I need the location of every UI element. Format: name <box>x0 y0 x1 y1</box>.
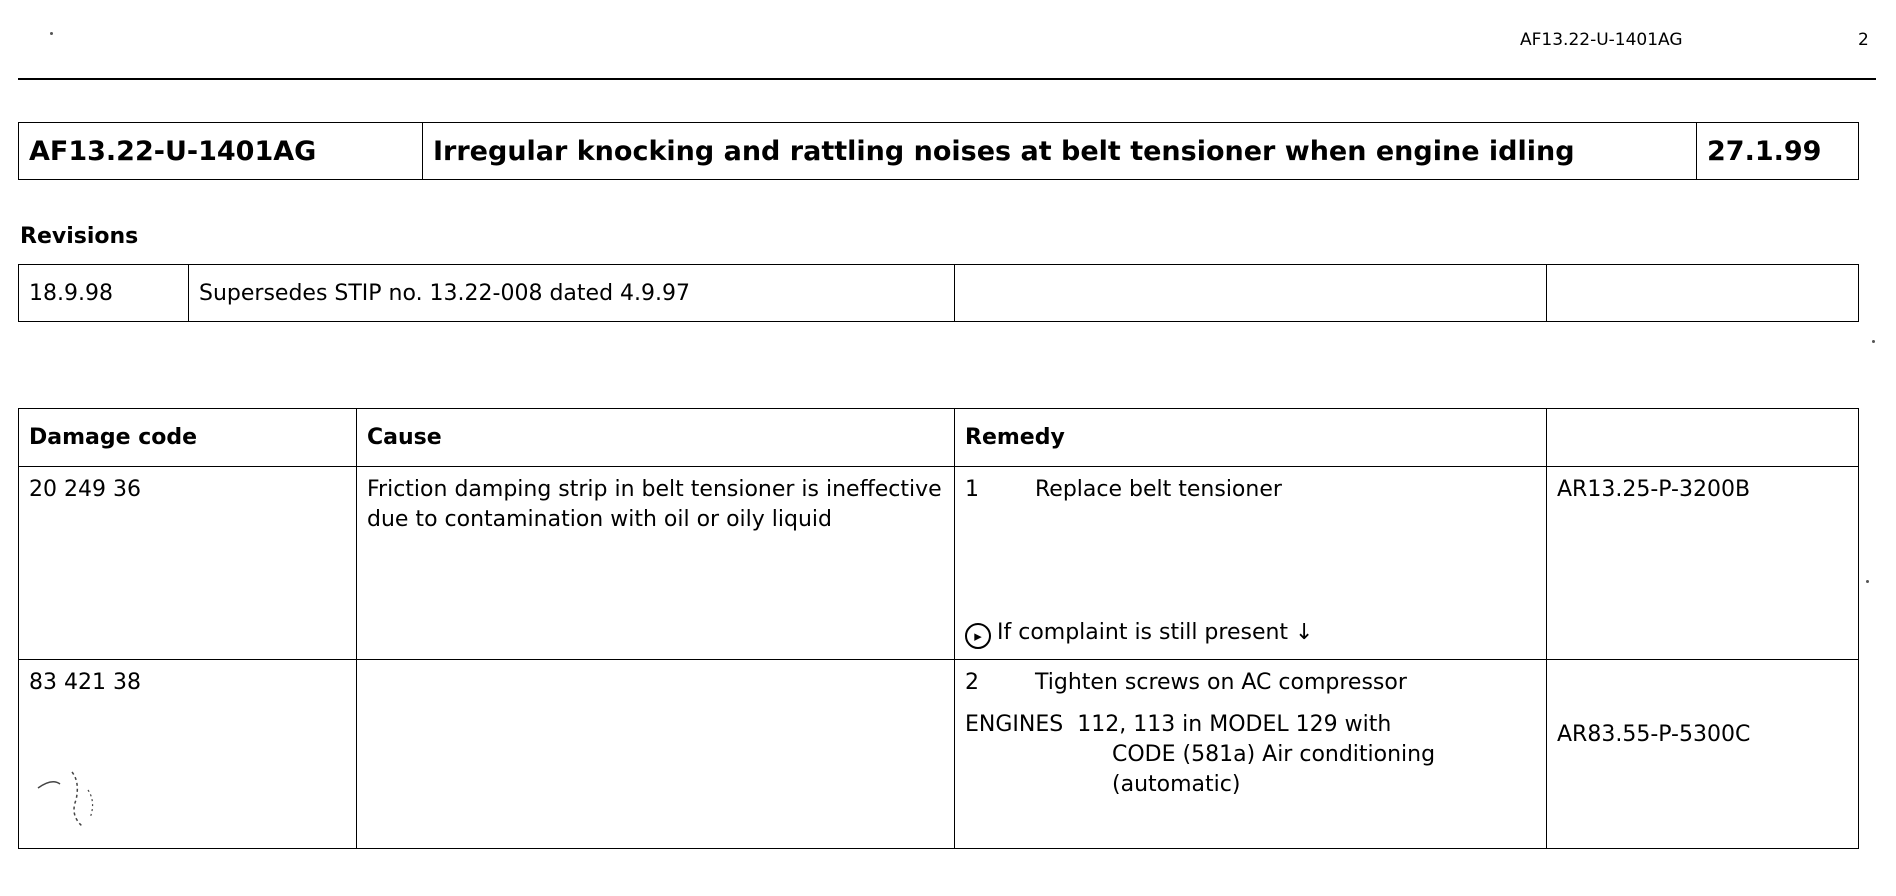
scan-speck <box>50 32 53 35</box>
revision-col4 <box>1547 265 1859 322</box>
engines-block <box>965 710 1536 800</box>
cause <box>357 660 955 849</box>
step-number: 1 <box>965 477 979 502</box>
header-damage-code: Damage code <box>19 409 357 467</box>
remedy-cell <box>955 660 1547 849</box>
reference: AR13.25-P-3200B <box>1547 467 1859 660</box>
handwritten-mark <box>30 760 120 850</box>
step-text: Replace belt tensioner <box>1035 477 1282 502</box>
reference: AR83.55-P-5300C <box>1557 722 1751 747</box>
title-table <box>18 122 1859 180</box>
damage-code: 83 421 38 <box>19 660 357 849</box>
step-number: 2 <box>965 670 979 695</box>
damage-code: 20 249 36 <box>19 467 357 660</box>
header-remedy: Remedy <box>955 409 1547 467</box>
header-doc-id: AF13.22-U-1401AG <box>1520 30 1683 50</box>
document-title: Irregular knocking and rattling noises at belt tensioner when engine idling <box>423 123 1697 180</box>
damage-table <box>18 408 1859 849</box>
engines-text: 112, 113 in MODEL 129 with <box>1077 712 1392 737</box>
header-cause: Cause <box>357 409 955 467</box>
engines-condition: CODE (581a) Air conditioning (automatic) <box>1112 742 1436 797</box>
table-row <box>19 467 1859 660</box>
remedy-note <box>965 618 1314 649</box>
scan-speck <box>1872 340 1875 343</box>
table-header-row <box>19 409 1859 467</box>
note-text: If complaint is still present ↓ <box>997 620 1314 645</box>
step-text: Tighten screws on AC compressor <box>1035 670 1407 695</box>
table-row <box>19 660 1859 849</box>
remedy-cell <box>955 467 1547 660</box>
remedy-step <box>965 475 1536 505</box>
remedy-step <box>965 668 1536 698</box>
revision-date: 18.9.98 <box>19 265 189 322</box>
engines-label: ENGINES <box>965 712 1064 737</box>
document-date: 27.1.99 <box>1697 123 1859 180</box>
info-arrow-icon: ▸ <box>965 623 991 649</box>
revision-text: Supersedes STIP no. 13.22-008 dated 4.9.97 <box>189 265 955 322</box>
scan-speck <box>1866 580 1869 583</box>
header-rule <box>18 78 1876 80</box>
page-number: 2 <box>1858 30 1869 50</box>
cause: Friction damping strip in belt tensioner is ineffective due to contamination with oil or oily liquid <box>357 467 955 660</box>
reference-cell <box>1547 660 1859 849</box>
title-doc-id: AF13.22-U-1401AG <box>19 123 423 180</box>
revision-col3 <box>955 265 1547 322</box>
revisions-table <box>18 264 1859 322</box>
revisions-heading: Revisions <box>20 224 139 249</box>
header-reference <box>1547 409 1859 467</box>
revision-row <box>19 265 1859 322</box>
